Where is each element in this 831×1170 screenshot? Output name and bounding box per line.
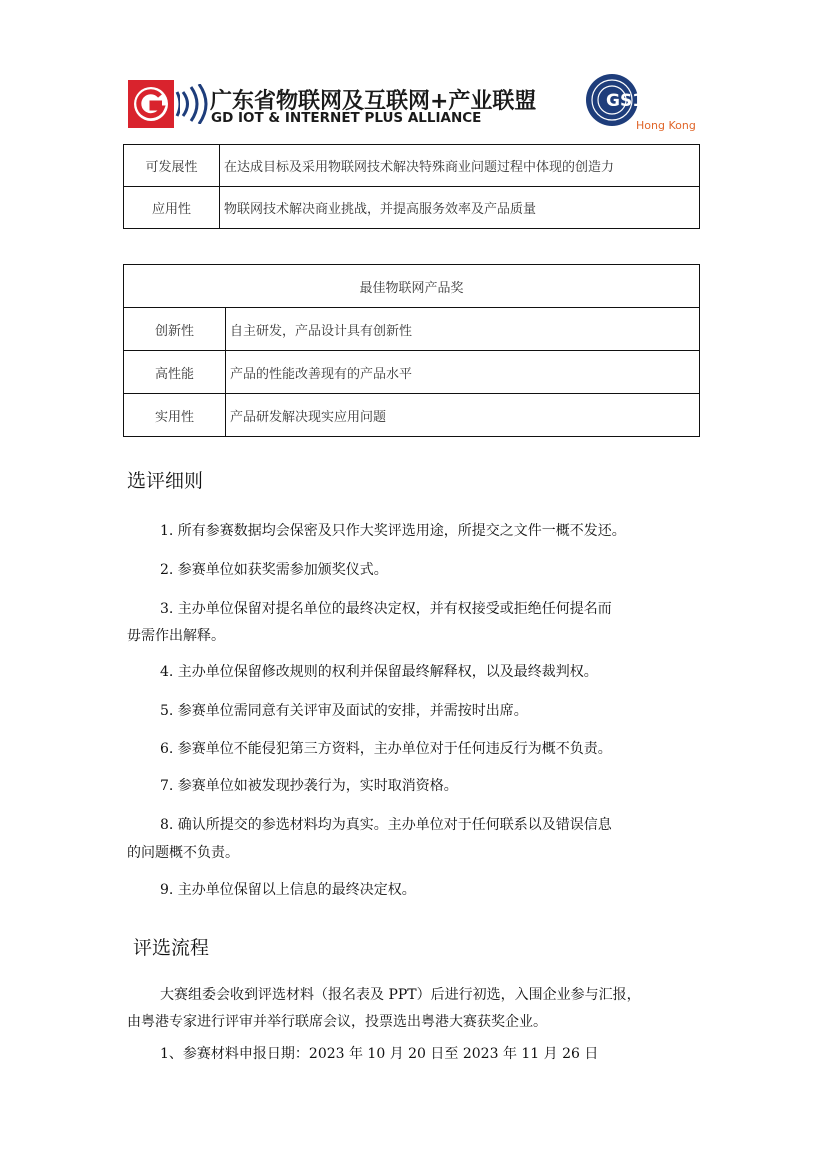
criteria-value: 物联网技术解决商业挑战，并提高服务效率及产品质量 xyxy=(220,187,700,229)
rule-item: 4. 主办单位保留修改规则的权利并保留最终解释权，以及最终裁判权。 xyxy=(160,664,598,680)
criteria-value: 产品研发解决现实应用问题 xyxy=(226,394,700,437)
process-step: 1、参赛材料申报日期：2023 年 10 月 20 日至 2023 年 11 月 26 日 xyxy=(160,1046,599,1062)
rules-heading: 选评细则 xyxy=(127,470,204,492)
org-name-cn: 广东省物联网及互联网+产业联盟 xyxy=(210,89,537,114)
criteria-label: 创新性 xyxy=(124,308,226,351)
rule-item-continued: 毋需作出解释。 xyxy=(127,628,225,644)
rule-item: 3. 主办单位保留对提名单位的最终决定权，并有权接受或拒绝任何提名而 xyxy=(160,601,612,617)
criteria-label: 高性能 xyxy=(124,351,226,394)
org-name-en: GD IOT & INTERNET PLUS ALLIANCE xyxy=(211,110,482,126)
gs1-region: Hong Kong xyxy=(636,119,696,132)
rule-item: 2. 参赛单位如获奖需参加颁奖仪式。 xyxy=(160,562,388,578)
table-row xyxy=(124,145,700,187)
signal-waves-icon xyxy=(180,84,208,124)
best-iot-product-table xyxy=(123,264,700,437)
process-heading: 评选流程 xyxy=(133,937,210,959)
process-paragraph: 大赛组委会收到评选材料（报名表及 PPT）后进行初选，入围企业参与汇报， xyxy=(160,987,641,1003)
table-title: 最佳物联网产品奖 xyxy=(124,265,700,308)
criteria-value: 自主研发，产品设计具有创新性 xyxy=(226,308,700,351)
alliance-logo-icon xyxy=(128,80,180,128)
criteria-table-continued xyxy=(123,144,700,229)
table-row xyxy=(124,351,700,394)
table-row xyxy=(124,187,700,229)
page-header xyxy=(124,70,709,140)
table-row xyxy=(124,308,700,351)
rule-item: 9. 主办单位保留以上信息的最终决定权。 xyxy=(160,882,416,898)
rule-item: 8. 确认所提交的参选材料均为真实。主办单位对于任何联系以及错误信息 xyxy=(160,817,612,833)
gs1-logo-text: GS1 xyxy=(606,91,645,111)
rule-item: 1. 所有参赛数据均会保密及只作大奖评选用途，所提交之文件一概不发还。 xyxy=(160,523,626,539)
process-paragraph-continued: 由粤港专家进行评审并举行联席会议，投票选出粤港大赛获奖企业。 xyxy=(127,1014,547,1030)
table-row xyxy=(124,394,700,437)
criteria-value: 在达成目标及采用物联网技术解决特殊商业问题过程中体现的创造力 xyxy=(220,145,700,187)
criteria-label: 应用性 xyxy=(124,187,220,229)
criteria-label: 实用性 xyxy=(124,394,226,437)
criteria-label: 可发展性 xyxy=(124,145,220,187)
table-header-row xyxy=(124,265,700,308)
criteria-value: 产品的性能改善现有的产品水平 xyxy=(226,351,700,394)
rule-item: 6. 参赛单位不能侵犯第三方资料，主办单位对于任何违反行为概不负责。 xyxy=(160,741,612,757)
rule-item: 5. 参赛单位需同意有关评审及面试的安排，并需按时出席。 xyxy=(160,703,528,719)
rule-item-continued: 的问题概不负责。 xyxy=(127,845,239,861)
rule-item: 7. 参赛单位如被发现抄袭行为，实时取消资格。 xyxy=(160,778,458,794)
